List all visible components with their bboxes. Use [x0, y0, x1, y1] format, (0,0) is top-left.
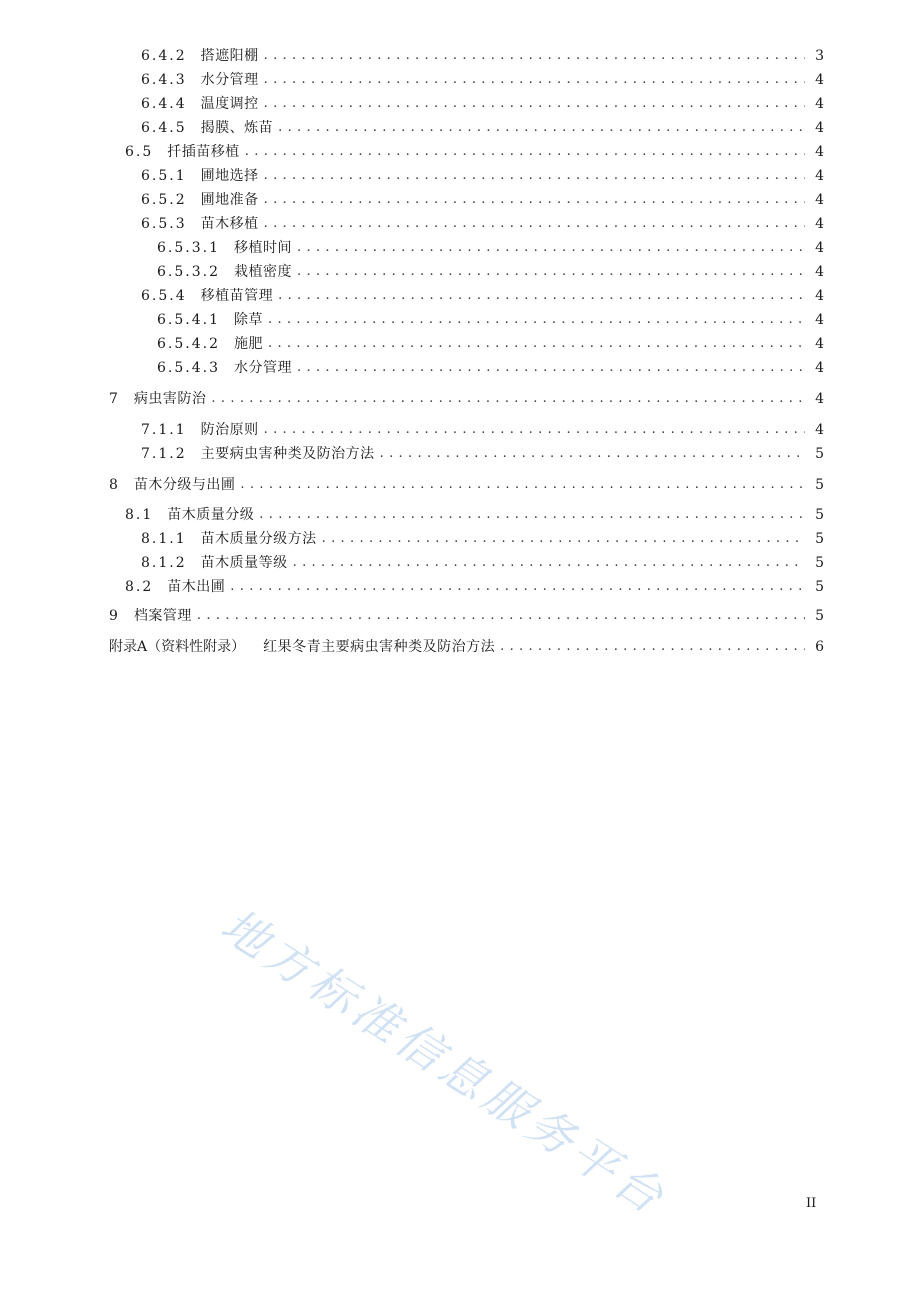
toc-entry[interactable]: [157, 309, 824, 331]
toc-entry-number: 6.5.3: [141, 216, 187, 232]
toc-entry[interactable]: [141, 443, 824, 465]
toc-entry-number: 7.1.1: [141, 422, 187, 438]
dot-leader: [278, 285, 805, 307]
toc-entry-number: 6.5: [125, 144, 154, 160]
dot-leader: [264, 165, 805, 187]
toc-entry-page: 4: [815, 360, 824, 376]
toc-entry-page: 4: [815, 168, 824, 184]
toc-entry-number: 8.1.2: [141, 555, 187, 571]
toc-entry-page: 4: [815, 120, 824, 136]
toc-entry-page: 6: [815, 639, 824, 655]
toc-entry-page: 4: [815, 144, 824, 160]
toc-entry-title: 圃地准备: [200, 192, 259, 208]
toc-entry[interactable]: [141, 93, 824, 115]
toc-entry[interactable]: [157, 237, 824, 259]
toc-entry-title: 水分管理: [233, 360, 292, 376]
dot-leader: [211, 388, 805, 410]
watermark-text: 地方标准信息服务平台: [211, 897, 678, 1227]
toc-entry-title: 扦插苗移植: [167, 144, 240, 160]
dot-leader: [264, 93, 805, 115]
dot-leader: [500, 636, 805, 658]
toc-entry-page: 5: [815, 579, 824, 595]
toc-entry-number: 6.5.2: [141, 192, 187, 208]
toc-entry-number: 8: [109, 477, 120, 493]
toc-entry[interactable]: [141, 285, 824, 307]
toc-entry-title: 病虫害防治: [133, 391, 207, 407]
toc-entry-page: 5: [815, 507, 824, 523]
toc-entry[interactable]: [141, 213, 824, 235]
toc-entry-page: 4: [815, 288, 824, 304]
toc-entry-title: 水分管理: [200, 72, 259, 88]
page-number: II: [806, 1196, 817, 1211]
dot-leader: [264, 69, 805, 91]
toc-entry-page: 4: [815, 422, 824, 438]
toc-entry[interactable]: [109, 474, 824, 496]
toc-entry[interactable]: [109, 605, 824, 627]
toc-entry-page: 4: [815, 192, 824, 208]
toc-entry[interactable]: [141, 117, 824, 139]
toc-entry-number: 6.4.2: [141, 48, 187, 64]
toc-entry-number: 6.4.5: [141, 120, 187, 136]
toc-entry-number: 6.5.3.2: [157, 264, 220, 280]
dot-leader: [245, 141, 805, 163]
toc-entry-title: 搭遮阳棚: [200, 48, 259, 64]
dot-leader: [380, 443, 805, 465]
toc-entry-number: 7: [109, 391, 120, 407]
toc-entry-title: 苗木分级与出圃: [133, 477, 236, 493]
toc-entry-number: 9: [109, 608, 120, 624]
toc-entry-title: 苗木质量分级方法: [200, 531, 317, 547]
toc-entry-page: 5: [815, 531, 824, 547]
toc-entry-title: 苗木质量等级: [200, 555, 288, 571]
toc-entry[interactable]: [141, 419, 824, 441]
dot-leader: [197, 605, 805, 627]
toc-entry-page: 4: [815, 312, 824, 328]
dot-leader: [297, 261, 805, 283]
dot-leader: [297, 237, 805, 259]
toc-entry-title: 揭膜、炼苗: [200, 120, 274, 136]
dot-leader: [278, 117, 805, 139]
toc-entry[interactable]: [125, 141, 824, 163]
toc-entry-title: 温度调控: [200, 96, 259, 112]
toc-entry-page: 5: [815, 608, 824, 624]
toc-entry[interactable]: [157, 261, 824, 283]
dot-leader: [264, 45, 805, 67]
toc-entry-number: 6.5.3.1: [157, 240, 220, 256]
toc-entry-title: 栽植密度: [233, 264, 292, 280]
toc-entry[interactable]: [109, 388, 824, 410]
toc-entry-title: 圃地选择: [200, 168, 259, 184]
dot-leader: [264, 213, 805, 235]
toc-entry-title: 移植时间: [233, 240, 292, 256]
toc-entry-page: 4: [815, 240, 824, 256]
toc-entry-number: 6.4.3: [141, 72, 187, 88]
toc-entry-page: 3: [815, 48, 824, 64]
toc-entry[interactable]: [141, 552, 824, 574]
toc-entry-page: 5: [815, 477, 824, 493]
dot-leader: [264, 419, 805, 441]
toc-entry-title: 苗木出圃: [167, 579, 226, 595]
toc-entry-number: 8.2: [125, 579, 154, 595]
toc-entry-title: 苗木移植: [200, 216, 259, 232]
toc-entry-number: 6.4.4: [141, 96, 187, 112]
toc-entry-page: 4: [815, 216, 824, 232]
toc-entry-number: 7.1.2: [141, 446, 187, 462]
toc-entry-number: 6.5.4.2: [157, 336, 220, 352]
toc-entry[interactable]: [157, 357, 824, 379]
dot-leader: [268, 333, 805, 355]
toc-entry[interactable]: [141, 528, 824, 550]
dot-leader: [268, 309, 805, 331]
dot-leader: [264, 189, 805, 211]
toc-entry[interactable]: [141, 165, 824, 187]
toc-entry[interactable]: [157, 333, 824, 355]
toc-entry-number: 8.1.1: [141, 531, 187, 547]
dot-leader: [259, 504, 805, 526]
toc-entry-title: 施肥: [233, 336, 263, 352]
toc-entry-appendix[interactable]: [109, 636, 824, 658]
toc-entry-title: 红果冬青主要病虫害种类及防治方法: [263, 639, 496, 655]
toc-entry-title: 主要病虫害种类及防治方法: [200, 446, 375, 462]
toc-entry-page: 5: [815, 555, 824, 571]
toc-entry-number: 6.5.4.3: [157, 360, 220, 376]
toc-entry[interactable]: [141, 69, 824, 91]
dot-leader: [230, 576, 805, 598]
toc-entry[interactable]: [141, 189, 824, 211]
toc-entry-title: 苗木质量分级: [167, 507, 255, 523]
toc-entry-page: 4: [815, 336, 824, 352]
toc-entry-title: 档案管理: [133, 608, 192, 624]
toc-entry[interactable]: [125, 504, 824, 526]
toc-entry-page: 4: [815, 72, 824, 88]
toc-entry-title: 除草: [233, 312, 263, 328]
toc-entry-page: 4: [815, 264, 824, 280]
dot-leader: [293, 552, 805, 574]
toc-entry-number: 8.1: [125, 507, 154, 523]
toc-entry-title: 防治原则: [200, 422, 259, 438]
toc-entry-number: 6.5.4.1: [157, 312, 220, 328]
toc-entry-page: 4: [815, 96, 824, 112]
toc-entry-page: 5: [815, 446, 824, 462]
dot-leader: [322, 528, 805, 550]
toc-entry-number: 附录A（资料性附录）: [109, 639, 246, 655]
dot-leader: [240, 474, 805, 496]
dot-leader: [297, 357, 805, 379]
toc-entry-number: 6.5.4: [141, 288, 187, 304]
toc-entry[interactable]: [141, 45, 824, 67]
toc-entry[interactable]: [125, 576, 824, 598]
toc-entry-number: 6.5.1: [141, 168, 187, 184]
toc-entry-page: 4: [815, 391, 824, 407]
toc-entry-title: 移植苗管理: [200, 288, 274, 304]
